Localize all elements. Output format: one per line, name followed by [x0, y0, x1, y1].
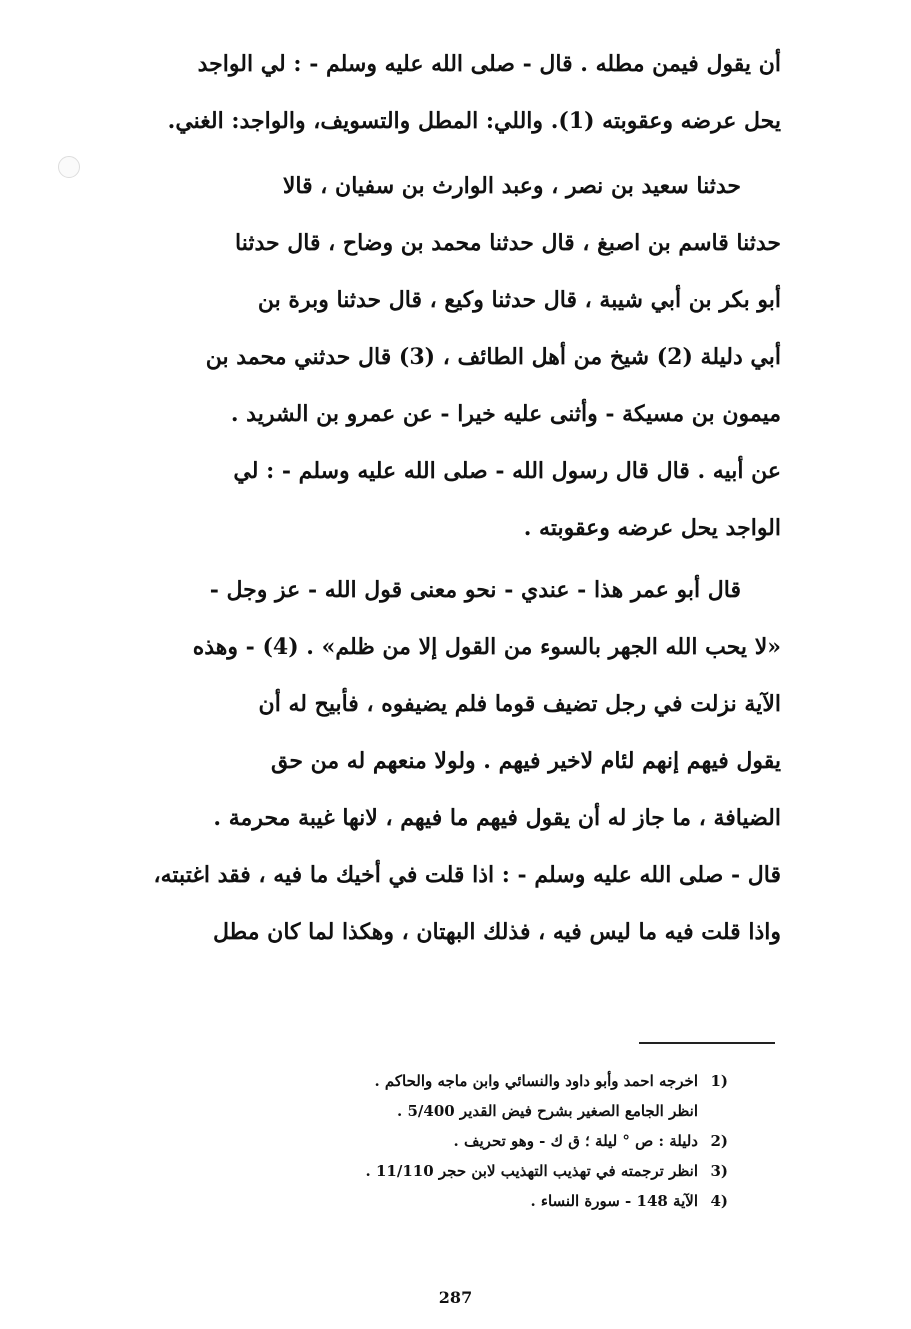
- footnote-number: 3): [710, 1162, 728, 1180]
- footnote-2: [208, 1126, 728, 1156]
- text-line: «لا يحب الله الجهر بالسوء من القول إلا من ظلم» . (4) - وهذه: [192, 634, 781, 660]
- text-line: أبي دليلة (2) شيخ من أهل الطائف ، (3) قال حدثني محمد بن: [205, 344, 781, 370]
- text-line: واذا قلت فيه ما ليس فيه ، فذلك البهتان ، وهكذا لما كان مطل: [213, 919, 781, 945]
- footnote-number: 2): [710, 1132, 728, 1150]
- footnote-text: دليلة : ص ° ليلة ؛ ق ك - وهو تحريف .: [453, 1132, 698, 1150]
- footnote-3: [208, 1156, 728, 1186]
- footnote-4: [208, 1186, 728, 1216]
- footnote-separator: [639, 1042, 775, 1044]
- footnote-text: الآية 148 - سورة النساء .: [530, 1192, 698, 1210]
- text-line: أبو بكر بن أبي شيبة ، قال حدثنا وكيع ، قال حدثنا وبرة بن: [257, 287, 781, 313]
- text-line: الآية نزلت في رجل تضيف قوما فلم يضيفوه ، فأبيح له أن: [258, 691, 781, 717]
- page-number: 287: [438, 1288, 473, 1307]
- text-line: الضيافة ، ما جاز له أن يقول فيهم ما فيهم ، لانها غيبة محرمة .: [213, 805, 781, 831]
- footnote-text: انظر الجامع الصغير بشرح فيض القدير 5/400 .: [397, 1102, 698, 1120]
- text-line: قال أبو عمر هذا - عندي - نحو معنى قول الله - عز وجل -: [209, 577, 741, 603]
- footnote-text: اخرجه احمد وأبو داود والنسائي وابن ماجه والحاكم .: [374, 1072, 698, 1090]
- paragraph-3: [131, 562, 781, 961]
- footnote-number: 1): [710, 1072, 728, 1090]
- text-line: عن أبيه . قال قال رسول الله - صلى الله عليه وسلم - : لي: [233, 458, 781, 484]
- text-line: قال - صلى الله عليه وسلم - : اذا قلت في أخيك ما فيه ، فقد اغتبته،: [153, 862, 781, 888]
- scan-artifact: [58, 156, 80, 178]
- text-line: الواجد يحل عرضه وعقوبته .: [523, 515, 781, 541]
- footnote-text: انظر ترجمته في تهذيب التهذيب لابن حجر 11/110 .: [365, 1162, 698, 1180]
- text-line: أن يقول فيمن مطله . قال - صلى الله عليه وسلم - : لي الواجد: [197, 51, 781, 77]
- text-line: يحل عرضه وعقوبته (1). واللي: المطل والتسويف، والواجد: الغني.: [167, 108, 781, 134]
- text-line: حدثنا قاسم بن اصبغ ، قال حدثنا محمد بن وضاح ، قال حدثنا: [235, 230, 781, 256]
- footnote-number: 4): [710, 1192, 728, 1210]
- footnotes: [208, 1066, 728, 1216]
- footnote-1: [208, 1066, 728, 1096]
- paragraph-2: [131, 158, 781, 557]
- text-line: يقول فيهم إنهم لئام لاخير فيهم . ولولا منعهم له من حق: [270, 748, 781, 774]
- text-line: ميمون بن مسيكة - وأثنى عليه خيرا - عن عمرو بن الشريد .: [230, 401, 781, 427]
- footnote-1-continuation: [208, 1096, 728, 1126]
- paragraph-1: [131, 36, 781, 150]
- text-line: حدثنا سعيد بن نصر ، وعبد الوارث بن سفيان ، قالا: [282, 173, 741, 199]
